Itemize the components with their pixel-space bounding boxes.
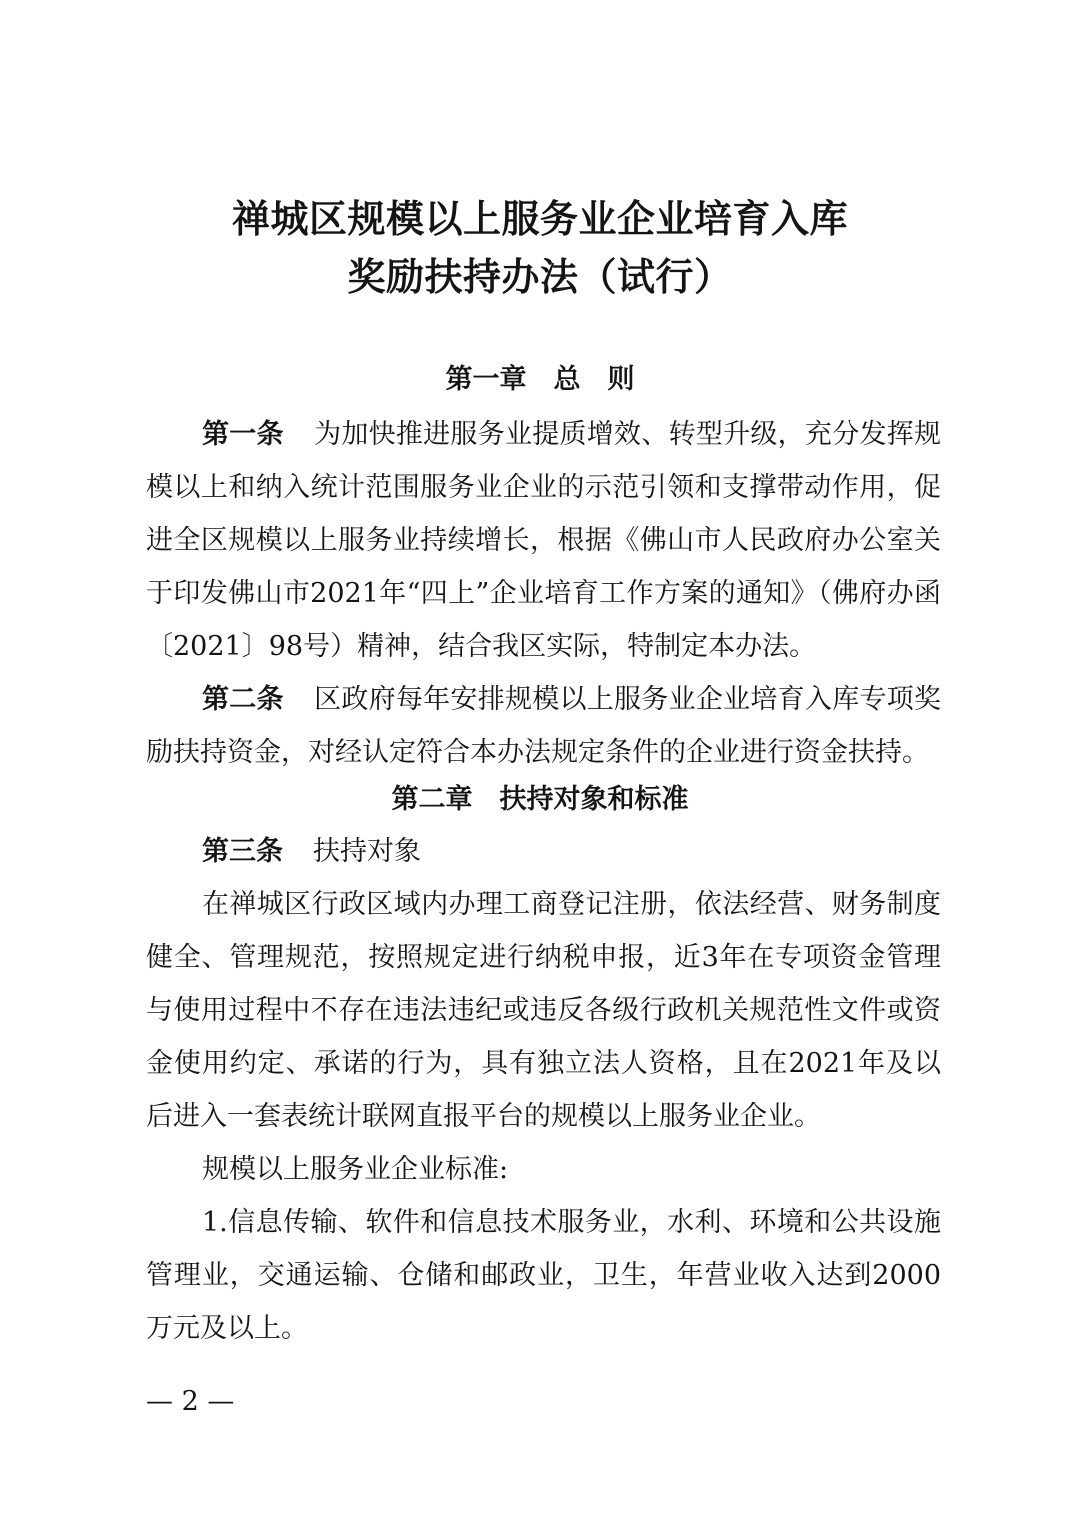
article-2-text: 区政府每年安排规模以上服务业企业培育入库专项奖励扶持资金，对经认定符合本办法规定条件的企业进行资金扶持。 bbox=[146, 684, 942, 768]
document-title-line1: 禅城区规模以上服务业企业培育入库 bbox=[231, 197, 848, 241]
standard-intro-paragraph: 规模以上服务业企业标准: bbox=[202, 1154, 509, 1185]
article-1-paragraph bbox=[146, 408, 941, 673]
article-1-label: 第一条 bbox=[202, 419, 284, 450]
article-3-label: 第三条 bbox=[202, 836, 283, 867]
article-3-text: 扶持对象 bbox=[313, 836, 421, 867]
standard-item-1-paragraph: 1.信息传输、软件和信息技术服务业，水利、环境和公共设施管理业，交通运输、仓储和邮政业，卫生，年营业收入达到2000万元及以上。 bbox=[146, 1207, 941, 1344]
article-2-paragraph bbox=[146, 673, 941, 779]
article-2-label: 第二条 bbox=[202, 684, 284, 715]
article-3-paragraph bbox=[146, 825, 941, 878]
eligibility-paragraph: 在禅城区行政区域内办理工商登记注册，依法经营、财务制度健全、管理规范，按照规定进行纳税申报，近3年在专项资金管理与使用过程中不存在违法违纪或违反各级行政机关规范性文件或资金使用约定、承诺的行为，具有独立法人资格，且在2021年及以后进入一套表统计联网直报平台的规模以上服务业企业。 bbox=[146, 889, 941, 1132]
page-number: — 2 — bbox=[146, 1386, 235, 1417]
article-1-text: 为加快推进服务业提质增效、转型升级，充分发挥规模以上和纳入统计范围服务业企业的示范引领和支撑带动作用，促进全区规模以上服务业持续增长，根据《佛山市人民政府办公室关于印发佛山市2021年“四上”企业培育工作方案的通知》（佛府办函〔2021〕98号）精神，结合我区实际，特制定本办法。 bbox=[146, 419, 942, 662]
chapter-heading-1: 第一章 总 则 bbox=[445, 364, 635, 395]
chapter-heading-2: 第二章 扶持对象和标准 bbox=[391, 784, 689, 815]
document-title-line2: 奖励扶持办法（试行） bbox=[347, 255, 733, 299]
